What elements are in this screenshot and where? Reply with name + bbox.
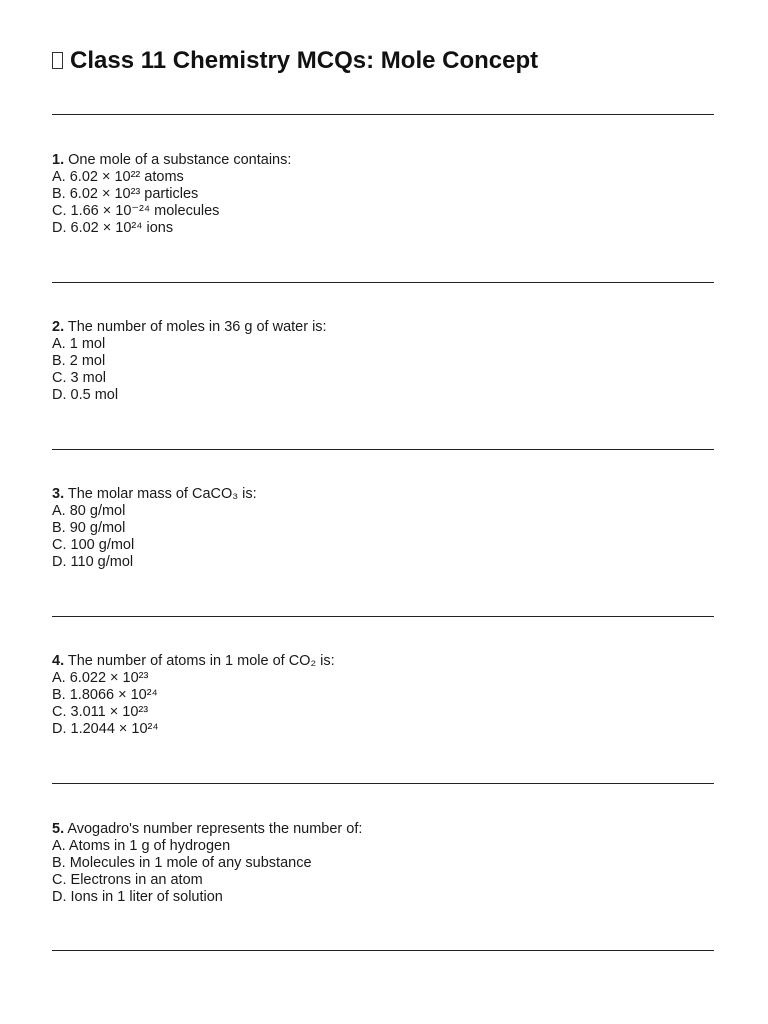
option-c: C. Electrons in an atom <box>52 872 203 888</box>
question-number: 1. <box>52 152 65 168</box>
question-number: 3. <box>52 486 65 502</box>
question-text: Avogadro's number represents the number of: <box>67 821 363 837</box>
option-b: B. 6.02 × 10²³ particles <box>52 186 199 202</box>
option-c: C. 3 mol <box>52 370 106 386</box>
question-number: 5. <box>52 821 65 837</box>
question-3 <box>52 486 714 571</box>
option-a: A. 6.022 × 10²³ <box>52 670 149 686</box>
option-a: A. 1 mol <box>52 336 106 352</box>
question-5 <box>52 821 714 906</box>
missing-glyph-icon <box>52 52 63 69</box>
question-text: The number of moles in 36 g of water is: <box>67 319 327 335</box>
option-b: B. 90 g/mol <box>52 520 126 536</box>
option-d: D. 0.5 mol <box>52 387 119 403</box>
option-a: A. 80 g/mol <box>52 503 126 519</box>
question-stem <box>52 821 714 838</box>
question-2 <box>52 319 714 404</box>
question-text: The molar mass of CaCO₃ is: <box>67 486 257 502</box>
option-b: B. Molecules in 1 mole of any substance <box>52 855 312 871</box>
option-d: D. 110 g/mol <box>52 554 134 570</box>
option-a: A. 6.02 × 10²² atoms <box>52 169 184 185</box>
divider <box>52 950 714 951</box>
divider <box>52 282 714 283</box>
question-1 <box>52 152 714 237</box>
option-b: B. 2 mol <box>52 353 106 369</box>
question-stem <box>52 653 714 670</box>
option-c: C. 1.66 × 10⁻²⁴ molecules <box>52 203 220 219</box>
divider <box>52 449 714 450</box>
option-a: A. Atoms in 1 g of hydrogen <box>52 838 231 854</box>
question-number: 4. <box>52 653 65 669</box>
question-stem <box>52 152 714 169</box>
question-text: One mole of a substance contains: <box>68 152 292 168</box>
divider <box>52 616 714 617</box>
option-d: D. Ions in 1 liter of solution <box>52 889 223 905</box>
question-stem <box>52 486 714 503</box>
question-text: The number of atoms in 1 mole of CO₂ is: <box>67 653 335 669</box>
question-stem <box>52 319 714 336</box>
option-c: C. 3.011 × 10²³ <box>52 704 149 720</box>
divider <box>52 783 714 784</box>
option-d: D. 6.02 × 10²⁴ ions <box>52 220 174 236</box>
divider <box>52 114 714 115</box>
page-title-text: Class 11 Chemistry MCQs: Mole Concept <box>70 47 539 74</box>
page-title <box>52 44 538 78</box>
option-c: C. 100 g/mol <box>52 537 135 553</box>
option-b: B. 1.8066 × 10²⁴ <box>52 687 158 703</box>
question-4 <box>52 653 714 738</box>
question-number: 2. <box>52 319 65 335</box>
option-d: D. 1.2044 × 10²⁴ <box>52 721 159 737</box>
